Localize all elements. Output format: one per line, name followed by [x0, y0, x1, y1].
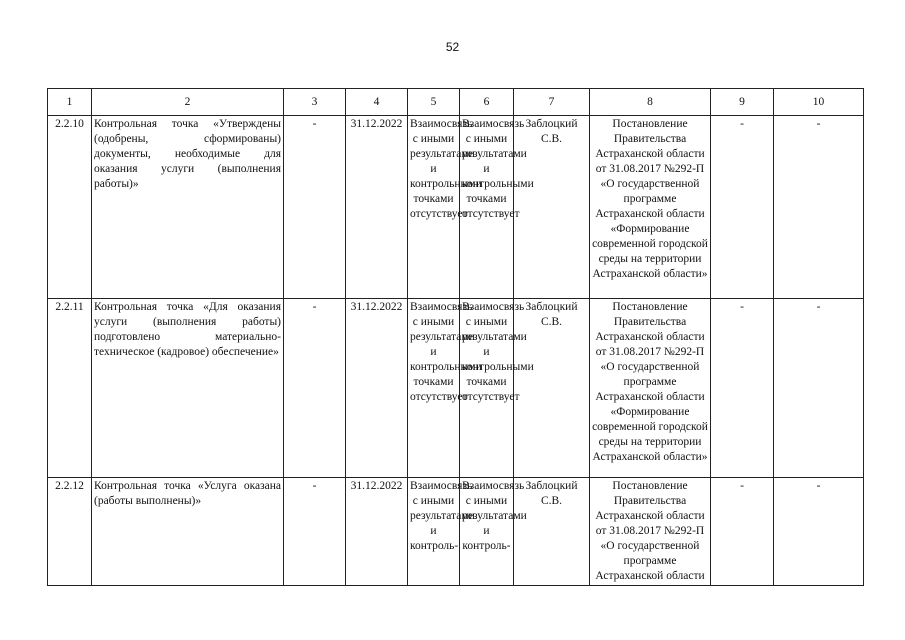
control-point-name: Контрольная точка «Утверждены (одобрены, сформированы) документы, необходимые для оказания услуги (выполнения работы)» [92, 116, 284, 299]
cell-col9: - [711, 299, 774, 478]
cell-col10: - [774, 299, 864, 478]
responsible-person: Заблоцкий С.В. [514, 478, 590, 586]
source-document: Постановление Правительства Астраханской области от 31.08.2017 №292-П «О государственной программе Астраханской области «Формирование современной городской среды на территории Астраханской области» [590, 116, 711, 299]
control-point-name: Контрольная точка «Для оказания услуги (выполнения работы) подготовлено материально-техническое (кадровое) обеспечение» [92, 299, 284, 478]
column-header: 2 [92, 89, 284, 116]
row-number: 2.2.12 [48, 478, 92, 586]
column-header: 3 [284, 89, 346, 116]
row-number: 2.2.11 [48, 299, 92, 478]
table-row [48, 478, 864, 586]
column-header: 1 [48, 89, 92, 116]
relation-col6: Взаимосвязь с иными результатами и контрольными точками отсутствует [460, 299, 514, 478]
relation-col6: Взаимосвязь с иными результатами и контрольными точками отсутствует [460, 116, 514, 299]
cell-col10: - [774, 116, 864, 299]
table-row [48, 299, 864, 478]
relation-col5: Взаимосвязь с иными результатами и контроль- [408, 478, 460, 586]
due-date: 31.12.2022 [346, 478, 408, 586]
responsible-person: Заблоцкий С.В. [514, 299, 590, 478]
source-document: Постановление Правительства Астраханской области от 31.08.2017 №292-П «О государственной программе Астраханской области «Формирование современной городской среды на территории Астраханской области» [590, 299, 711, 478]
column-header: 4 [346, 89, 408, 116]
cell-col9: - [711, 116, 774, 299]
cell-col3: - [284, 478, 346, 586]
table-row [48, 116, 864, 299]
responsible-person: Заблоцкий С.В. [514, 116, 590, 299]
column-header: 6 [460, 89, 514, 116]
column-header: 5 [408, 89, 460, 116]
control-points-table [47, 88, 864, 586]
cell-col3: - [284, 116, 346, 299]
source-document: Постановление Правительства Астраханской области от 31.08.2017 №292-П «О государственной программе Астраханской области [590, 478, 711, 586]
cell-col3: - [284, 299, 346, 478]
due-date: 31.12.2022 [346, 299, 408, 478]
row-number: 2.2.10 [48, 116, 92, 299]
control-point-name: Контрольная точка «Услуга оказана (работы выполнены)» [92, 478, 284, 586]
due-date: 31.12.2022 [346, 116, 408, 299]
page-number: 52 [445, 40, 460, 54]
column-header: 9 [711, 89, 774, 116]
column-header: 8 [590, 89, 711, 116]
cell-col10: - [774, 478, 864, 586]
column-header: 7 [514, 89, 590, 116]
relation-col6: Взаимосвязь с иными результатами и контроль- [460, 478, 514, 586]
header-row [48, 89, 864, 116]
relation-col5: Взаимосвязь с иными результатами и контрольными точками отсутствует [408, 299, 460, 478]
relation-col5: Взаимосвязь с иными результатами и контрольными точками отсутствует [408, 116, 460, 299]
column-header: 10 [774, 89, 864, 116]
cell-col9: - [711, 478, 774, 586]
